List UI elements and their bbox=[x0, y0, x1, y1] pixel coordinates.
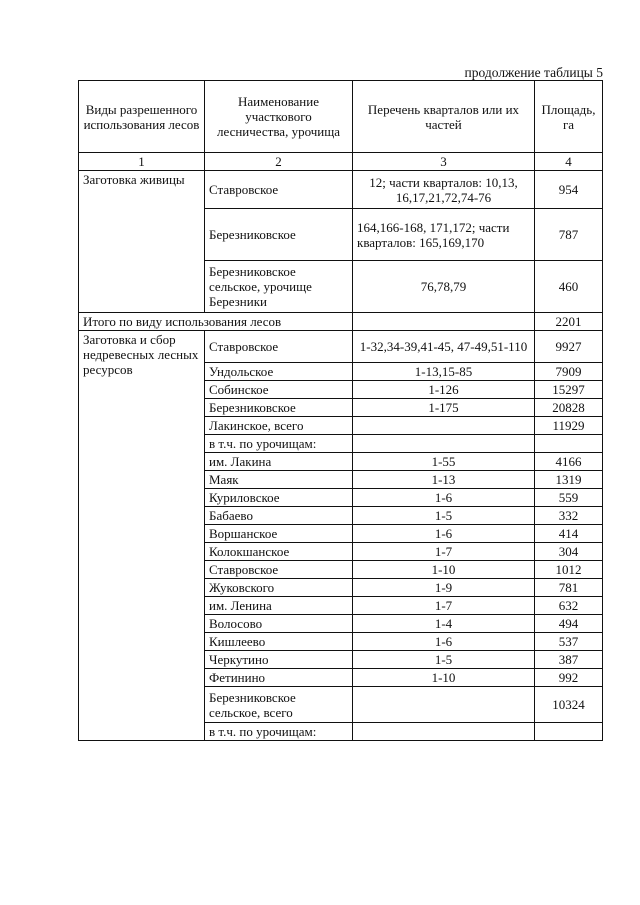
quarters-cell: 1-13,15-85 bbox=[353, 363, 535, 381]
quarters-cell: 1-126 bbox=[353, 381, 535, 399]
col-number: 2 bbox=[205, 153, 353, 171]
quarters-cell: 1-5 bbox=[353, 651, 535, 669]
area-cell: 787 bbox=[535, 209, 603, 261]
area-cell: 7909 bbox=[535, 363, 603, 381]
quarters-cell bbox=[353, 417, 535, 435]
quarters-cell: 1-5 bbox=[353, 507, 535, 525]
area-cell: 559 bbox=[535, 489, 603, 507]
quarters-cell: 1-4 bbox=[353, 615, 535, 633]
area-cell: 494 bbox=[535, 615, 603, 633]
column-number-row bbox=[79, 153, 603, 171]
area-cell: 20828 bbox=[535, 399, 603, 417]
header-area: Площадь, га bbox=[535, 81, 603, 153]
forestry-name-cell: в т.ч. по урочищам: bbox=[205, 723, 353, 741]
forestry-name-cell: Воршанское bbox=[205, 525, 353, 543]
area-cell: 460 bbox=[535, 261, 603, 313]
quarters-cell: 1-55 bbox=[353, 453, 535, 471]
quarters-cell: 1-13 bbox=[353, 471, 535, 489]
quarters-cell: 1-6 bbox=[353, 633, 535, 651]
area-cell: 11929 bbox=[535, 417, 603, 435]
quarters-cell bbox=[353, 723, 535, 741]
forestry-name-cell: Волосово bbox=[205, 615, 353, 633]
forest-use-table bbox=[78, 80, 603, 741]
area-cell: 414 bbox=[535, 525, 603, 543]
area-cell: 304 bbox=[535, 543, 603, 561]
header-forestry-name: Наименование участкового лесничества, урочища bbox=[205, 81, 353, 153]
quarters-cell: 1-10 bbox=[353, 669, 535, 687]
area-cell: 4166 bbox=[535, 453, 603, 471]
quarters-cell: 12; части кварталов: 10,13, 16,17,21,72,74-76 bbox=[353, 171, 535, 209]
quarters-cell: 1-10 bbox=[353, 561, 535, 579]
area-cell: 387 bbox=[535, 651, 603, 669]
forestry-name-cell: Собинское bbox=[205, 381, 353, 399]
quarters-cell: 1-7 bbox=[353, 543, 535, 561]
quarters-cell: 164,166-168, 171,172; части кварталов: 165,169,170 bbox=[353, 209, 535, 261]
forestry-name-cell: Ставровское bbox=[205, 561, 353, 579]
quarters-cell: 1-9 bbox=[353, 579, 535, 597]
quarters-cell: 1-32,34-39,41-45, 47-49,51-110 bbox=[353, 331, 535, 363]
quarters-cell bbox=[353, 435, 535, 453]
area-cell: 781 bbox=[535, 579, 603, 597]
forestry-name-cell: Березниковское bbox=[205, 209, 353, 261]
use-type-cell: Заготовка живицы bbox=[79, 171, 205, 313]
forestry-name-cell: Ставровское bbox=[205, 331, 353, 363]
forestry-name-cell: Ставровское bbox=[205, 171, 353, 209]
forestry-name-cell: Фетинино bbox=[205, 669, 353, 687]
table-row bbox=[79, 331, 603, 363]
area-cell bbox=[535, 723, 603, 741]
forestry-name-cell: им. Лакина bbox=[205, 453, 353, 471]
forestry-name-cell: Куриловское bbox=[205, 489, 353, 507]
forestry-name-cell: Березниковское сельское, всего bbox=[205, 687, 353, 723]
table-continuation-caption: продолжение таблицы 5 bbox=[464, 65, 603, 80]
quarters-cell: 1-6 bbox=[353, 525, 535, 543]
area-cell: 537 bbox=[535, 633, 603, 651]
area-cell: 15297 bbox=[535, 381, 603, 399]
header-quarters: Перечень кварталов или их частей bbox=[353, 81, 535, 153]
use-type-cell: Заготовка и сбор недревесных лесных ресурсов bbox=[79, 331, 205, 741]
area-cell: 632 bbox=[535, 597, 603, 615]
area-cell: 9927 bbox=[535, 331, 603, 363]
header-row bbox=[79, 81, 603, 153]
col-number: 4 bbox=[535, 153, 603, 171]
area-cell: 332 bbox=[535, 507, 603, 525]
forestry-name-cell: Маяк bbox=[205, 471, 353, 489]
forestry-name-cell: им. Ленина bbox=[205, 597, 353, 615]
area-cell: 992 bbox=[535, 669, 603, 687]
area-cell: 10324 bbox=[535, 687, 603, 723]
forestry-name-cell: в т.ч. по урочищам: bbox=[205, 435, 353, 453]
header-use-type: Виды разрешенного использования лесов bbox=[79, 81, 205, 153]
total-quarters-empty bbox=[353, 313, 535, 331]
forestry-name-cell: Черкутино bbox=[205, 651, 353, 669]
total-label: Итого по виду использования лесов bbox=[79, 313, 353, 331]
col-number: 3 bbox=[353, 153, 535, 171]
area-cell: 954 bbox=[535, 171, 603, 209]
forestry-name-cell: Ундольское bbox=[205, 363, 353, 381]
forestry-name-cell: Кишлеево bbox=[205, 633, 353, 651]
forestry-name-cell: Березниковское сельское, урочище Березники bbox=[205, 261, 353, 313]
quarters-cell: 76,78,79 bbox=[353, 261, 535, 313]
forestry-name-cell: Березниковское bbox=[205, 399, 353, 417]
forestry-name-cell: Колокшанское bbox=[205, 543, 353, 561]
forestry-name-cell: Бабаево bbox=[205, 507, 353, 525]
col-number: 1 bbox=[79, 153, 205, 171]
quarters-cell: 1-6 bbox=[353, 489, 535, 507]
table-row bbox=[79, 171, 603, 209]
total-row bbox=[79, 313, 603, 331]
area-cell: 1319 bbox=[535, 471, 603, 489]
forestry-name-cell: Лакинское, всего bbox=[205, 417, 353, 435]
area-cell bbox=[535, 435, 603, 453]
quarters-cell: 1-7 bbox=[353, 597, 535, 615]
quarters-cell bbox=[353, 687, 535, 723]
area-cell: 1012 bbox=[535, 561, 603, 579]
total-area: 2201 bbox=[535, 313, 603, 331]
forestry-name-cell: Жуковского bbox=[205, 579, 353, 597]
quarters-cell: 1-175 bbox=[353, 399, 535, 417]
